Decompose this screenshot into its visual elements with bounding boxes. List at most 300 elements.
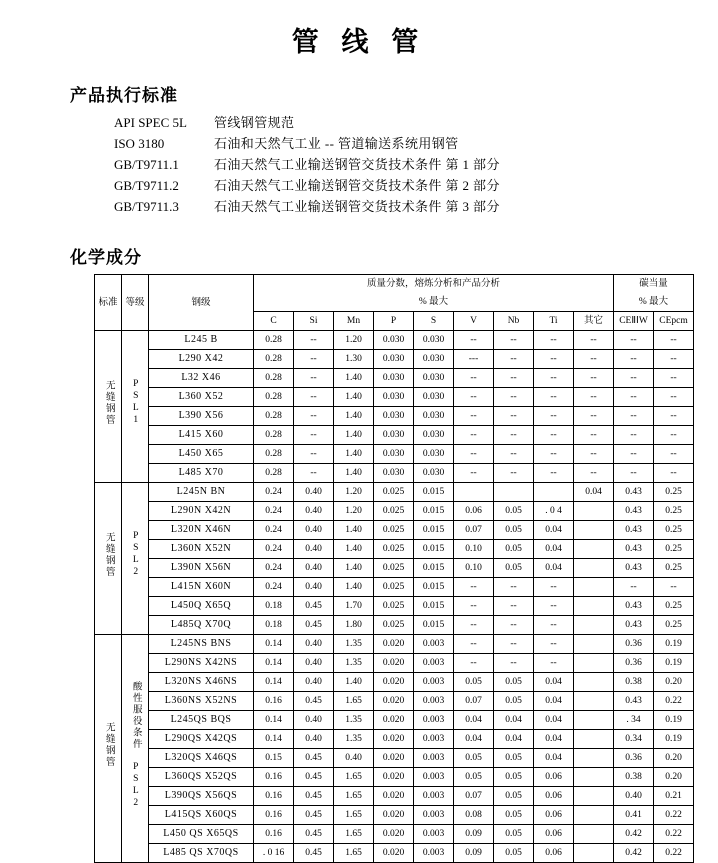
- cell-value: 0.42: [614, 825, 654, 844]
- cell-value: 0.43: [614, 540, 654, 559]
- cell-value: 0.10: [454, 540, 494, 559]
- cell-value: 0.38: [614, 768, 654, 787]
- cell-value: 0.20: [654, 768, 694, 787]
- cell-value: --: [574, 369, 614, 388]
- cell-value: 0.14: [254, 730, 294, 749]
- cell-value: 0.10: [454, 559, 494, 578]
- cell-value: 0.05: [494, 806, 534, 825]
- cell-value: 0.04: [534, 540, 574, 559]
- cell-value: --: [654, 578, 694, 597]
- cell-value: 0.19: [654, 730, 694, 749]
- cell-value: --: [534, 635, 574, 654]
- cell-value: 0.45: [294, 825, 334, 844]
- cell-value: 0.09: [454, 844, 494, 863]
- cell-value: 0.28: [254, 426, 294, 445]
- cell-value: 0.003: [414, 806, 454, 825]
- cell-value: 0.020: [374, 730, 414, 749]
- table-row: [95, 464, 694, 483]
- cell-value: 0.030: [374, 369, 414, 388]
- cell-value: --: [454, 445, 494, 464]
- cell-value: 1.65: [334, 787, 374, 806]
- cell-value: 0.07: [454, 692, 494, 711]
- cell-value: 0.003: [414, 825, 454, 844]
- cell-value: 0.030: [374, 407, 414, 426]
- cell-value: 0.05: [494, 787, 534, 806]
- cell-value: 0.025: [374, 578, 414, 597]
- cell-value: 0.45: [294, 787, 334, 806]
- cell-steel-grade: L290 X42: [149, 350, 254, 369]
- cell-value: --: [654, 388, 694, 407]
- cell-value: 0.030: [374, 331, 414, 350]
- cell-value: [454, 483, 494, 502]
- cell-value: [574, 559, 614, 578]
- table-row: [95, 787, 694, 806]
- cell-value: --: [654, 331, 694, 350]
- table-row: [95, 445, 694, 464]
- cell-value: 0.07: [454, 521, 494, 540]
- cell-value: 0.16: [254, 692, 294, 711]
- cell-value: 0.14: [254, 654, 294, 673]
- standard-code: API SPEC 5L: [114, 115, 187, 130]
- cell-value: 0.16: [254, 825, 294, 844]
- cell-value: 0.25: [654, 521, 694, 540]
- cell-value: 0.025: [374, 483, 414, 502]
- cell-value: 0.04: [534, 692, 574, 711]
- cell-value: 0.24: [254, 540, 294, 559]
- cell-value: . 0 4: [534, 502, 574, 521]
- standard-label: 无缝钢管: [103, 532, 114, 578]
- cell-value: 0.003: [414, 635, 454, 654]
- header-element-Mn: Mn: [334, 312, 374, 331]
- table-row: [95, 673, 694, 692]
- cell-value: [574, 730, 614, 749]
- cell-value: --: [294, 331, 334, 350]
- cell-value: 0.45: [294, 692, 334, 711]
- page-title: 管 线 管: [291, 27, 427, 57]
- grade-class-label: PSL1: [130, 379, 141, 427]
- header-mass-fraction: [254, 275, 614, 312]
- cell-value: . 0 16: [254, 844, 294, 863]
- cell-grade-class: [122, 331, 149, 483]
- cell-value: --: [534, 464, 574, 483]
- cell-value: --: [494, 578, 534, 597]
- cell-value: 1.20: [334, 502, 374, 521]
- standards-list: [24, 112, 694, 217]
- table-row: [95, 654, 694, 673]
- cell-value: 0.42: [614, 844, 654, 863]
- cell-value: 0.030: [414, 350, 454, 369]
- standard-code: GB/T9711.3: [114, 199, 179, 214]
- table-row: [95, 635, 694, 654]
- cell-value: 1.40: [334, 369, 374, 388]
- cell-value: 0.40: [294, 673, 334, 692]
- cell-value: --: [294, 445, 334, 464]
- header-standard: 标准: [95, 275, 122, 331]
- cell-value: 0.45: [294, 597, 334, 616]
- cell-value: --: [494, 331, 534, 350]
- cell-value: [574, 521, 614, 540]
- cell-value: --: [574, 464, 614, 483]
- cell-value: 0.003: [414, 692, 454, 711]
- standard-description: 石油天然气工业输送钢管交货技术条件 第 1 部分: [214, 157, 500, 172]
- cell-value: 0.28: [254, 331, 294, 350]
- cell-value: --: [454, 654, 494, 673]
- table-row: [95, 369, 694, 388]
- cell-value: 0.04: [534, 749, 574, 768]
- cell-value: --: [534, 369, 574, 388]
- cell-value: --: [574, 331, 614, 350]
- cell-value: 1.35: [334, 730, 374, 749]
- cell-value: 0.05: [494, 540, 534, 559]
- cell-standard: [95, 635, 122, 863]
- cell-value: 0.28: [254, 388, 294, 407]
- cell-value: --: [494, 597, 534, 616]
- cell-value: --: [574, 407, 614, 426]
- cell-steel-grade: L245NS BNS: [149, 635, 254, 654]
- cell-value: --: [294, 407, 334, 426]
- cell-value: 0.04: [534, 711, 574, 730]
- cell-steel-grade: L450Q X65Q: [149, 597, 254, 616]
- cell-value: 0.18: [254, 616, 294, 635]
- header-carbon-equivalent-line1: 碳当量: [639, 279, 668, 289]
- standard-label: 无缝钢管: [103, 722, 114, 768]
- cell-value: 0.015: [414, 540, 454, 559]
- cell-value: 0.15: [254, 749, 294, 768]
- cell-value: [574, 787, 614, 806]
- cell-steel-grade: L290N X42N: [149, 502, 254, 521]
- cell-value: --: [534, 426, 574, 445]
- cell-value: --: [534, 616, 574, 635]
- cell-value: 1.80: [334, 616, 374, 635]
- cell-value: 0.025: [374, 597, 414, 616]
- cell-value: 0.24: [254, 502, 294, 521]
- cell-value: 1.40: [334, 388, 374, 407]
- standard-description: 石油和天然气工业 -- 管道输送系统用钢管: [214, 136, 459, 151]
- cell-value: 0.20: [654, 749, 694, 768]
- cell-value: 0.05: [454, 749, 494, 768]
- cell-steel-grade: L360QS X52QS: [149, 768, 254, 787]
- table-header-row-1: [95, 275, 694, 312]
- cell-value: 0.020: [374, 825, 414, 844]
- chemistry-section-heading: 化学成分: [70, 248, 142, 267]
- cell-value: 0.06: [534, 825, 574, 844]
- cell-value: --: [494, 635, 534, 654]
- cell-value: --: [534, 407, 574, 426]
- table-body: [95, 331, 694, 863]
- cell-value: 1.65: [334, 825, 374, 844]
- cell-value: 0.16: [254, 806, 294, 825]
- cell-value: 0.04: [494, 711, 534, 730]
- cell-value: 0.45: [294, 616, 334, 635]
- cell-steel-grade: L485Q X70Q: [149, 616, 254, 635]
- cell-value: . 34: [614, 711, 654, 730]
- cell-steel-grade: L450 QS X65QS: [149, 825, 254, 844]
- header-ce-0: CEⅡⅠW: [614, 312, 654, 331]
- cell-value: 0.06: [534, 806, 574, 825]
- cell-value: --: [294, 350, 334, 369]
- cell-value: 1.40: [334, 673, 374, 692]
- cell-value: 0.05: [494, 502, 534, 521]
- table-row: [95, 540, 694, 559]
- cell-value: 0.003: [414, 673, 454, 692]
- cell-value: 0.04: [534, 559, 574, 578]
- standard-description: 管线钢管规范: [214, 115, 295, 130]
- cell-value: 0.003: [414, 711, 454, 730]
- header-ce-1: CEpcm: [654, 312, 694, 331]
- header-element-C: C: [254, 312, 294, 331]
- table-row: [95, 616, 694, 635]
- header-grade-class: 等级: [122, 275, 149, 331]
- cell-value: 0.05: [494, 559, 534, 578]
- cell-value: 0.05: [494, 768, 534, 787]
- cell-value: [574, 711, 614, 730]
- header-mass-fraction-line1: 质量分数，熔炼分析和产品分析: [366, 279, 500, 289]
- header-element-V: V: [454, 312, 494, 331]
- cell-value: --: [454, 369, 494, 388]
- cell-value: 0.18: [254, 597, 294, 616]
- cell-value: 0.24: [254, 559, 294, 578]
- cell-value: --: [454, 407, 494, 426]
- standard-item: [114, 175, 694, 196]
- cell-value: [574, 749, 614, 768]
- document-page: [0, 12, 718, 858]
- cell-value: 0.030: [374, 350, 414, 369]
- cell-steel-grade: L360NS X52NS: [149, 692, 254, 711]
- cell-value: 0.030: [414, 426, 454, 445]
- cell-value: 1.35: [334, 654, 374, 673]
- cell-value: --: [494, 369, 534, 388]
- cell-grade-class: [122, 635, 149, 863]
- cell-steel-grade: L360 X52: [149, 388, 254, 407]
- cell-value: [574, 673, 614, 692]
- cell-value: --: [454, 388, 494, 407]
- cell-value: 0.43: [614, 521, 654, 540]
- cell-value: 0.14: [254, 635, 294, 654]
- cell-value: 0.19: [654, 711, 694, 730]
- cell-value: --: [494, 445, 534, 464]
- cell-value: --: [454, 597, 494, 616]
- cell-steel-grade: L360N X52N: [149, 540, 254, 559]
- cell-value: 0.003: [414, 654, 454, 673]
- cell-value: 0.16: [254, 787, 294, 806]
- cell-value: 0.34: [614, 730, 654, 749]
- cell-value: 0.40: [294, 730, 334, 749]
- cell-value: --: [614, 407, 654, 426]
- cell-value: --: [614, 578, 654, 597]
- cell-value: 1.40: [334, 521, 374, 540]
- table-row: [95, 692, 694, 711]
- chemistry-table-wrapper: [94, 274, 694, 863]
- cell-value: --: [574, 426, 614, 445]
- cell-value: 0.14: [254, 673, 294, 692]
- cell-steel-grade: L290QS X42QS: [149, 730, 254, 749]
- cell-value: 0.28: [254, 350, 294, 369]
- cell-value: --: [534, 654, 574, 673]
- cell-value: 0.43: [614, 692, 654, 711]
- cell-value: 0.030: [374, 445, 414, 464]
- cell-value: 1.40: [334, 426, 374, 445]
- table-head: [95, 275, 694, 331]
- cell-value: 0.25: [654, 559, 694, 578]
- cell-value: --: [654, 350, 694, 369]
- cell-value: 0.030: [374, 464, 414, 483]
- cell-value: 0.04: [534, 521, 574, 540]
- header-element-S: S: [414, 312, 454, 331]
- cell-value: 0.030: [414, 445, 454, 464]
- cell-value: 0.40: [294, 654, 334, 673]
- cell-value: 0.04: [454, 730, 494, 749]
- cell-value: 0.04: [574, 483, 614, 502]
- cell-value: 0.020: [374, 768, 414, 787]
- cell-value: 0.43: [614, 597, 654, 616]
- cell-value: [574, 806, 614, 825]
- cell-value: 0.020: [374, 806, 414, 825]
- cell-value: 0.003: [414, 768, 454, 787]
- cell-value: 0.09: [454, 825, 494, 844]
- header-mass-fraction-line2: % 最大: [418, 297, 449, 307]
- cell-value: 0.28: [254, 464, 294, 483]
- cell-value: 0.22: [654, 806, 694, 825]
- cell-value: --: [494, 464, 534, 483]
- cell-value: 0.06: [534, 844, 574, 863]
- cell-steel-grade: L245QS BQS: [149, 711, 254, 730]
- standard-label: 无缝钢管: [103, 380, 114, 426]
- cell-value: 0.04: [454, 711, 494, 730]
- standard-item: [114, 154, 694, 175]
- cell-value: 0.36: [614, 749, 654, 768]
- cell-steel-grade: L415 X60: [149, 426, 254, 445]
- cell-value: 0.05: [494, 749, 534, 768]
- cell-value: --: [614, 445, 654, 464]
- cell-value: 0.19: [654, 654, 694, 673]
- table-row: [95, 331, 694, 350]
- table-row: [95, 521, 694, 540]
- cell-value: 0.030: [374, 426, 414, 445]
- cell-value: 0.40: [334, 749, 374, 768]
- header-steel-grade: 钢级: [149, 275, 254, 331]
- cell-value: 0.04: [494, 730, 534, 749]
- cell-value: 1.20: [334, 331, 374, 350]
- cell-steel-grade: L320NS X46NS: [149, 673, 254, 692]
- cell-value: 0.45: [294, 768, 334, 787]
- cell-value: 0.05: [494, 673, 534, 692]
- standards-section-heading: 产品执行标准: [70, 86, 178, 105]
- cell-value: 0.015: [414, 578, 454, 597]
- cell-value: 1.65: [334, 768, 374, 787]
- cell-value: 0.41: [614, 806, 654, 825]
- cell-value: 1.65: [334, 806, 374, 825]
- cell-value: 0.030: [374, 388, 414, 407]
- cell-value: 0.05: [494, 692, 534, 711]
- cell-value: --: [574, 445, 614, 464]
- cell-value: 0.030: [414, 388, 454, 407]
- cell-value: 0.025: [374, 540, 414, 559]
- cell-value: 0.015: [414, 502, 454, 521]
- table-row: [95, 844, 694, 863]
- cell-steel-grade: L245 B: [149, 331, 254, 350]
- cell-steel-grade: L485 X70: [149, 464, 254, 483]
- cell-value: 0.24: [254, 521, 294, 540]
- table-row: [95, 483, 694, 502]
- cell-value: 0.25: [654, 483, 694, 502]
- cell-value: [574, 616, 614, 635]
- header-carbon-equivalent: [614, 275, 694, 312]
- cell-value: 0.28: [254, 407, 294, 426]
- cell-value: [494, 483, 534, 502]
- cell-value: [574, 578, 614, 597]
- cell-value: 0.05: [454, 768, 494, 787]
- cell-steel-grade: L32 X46: [149, 369, 254, 388]
- chemistry-table: [94, 274, 694, 863]
- cell-steel-grade: L320QS X46QS: [149, 749, 254, 768]
- cell-value: 0.25: [654, 616, 694, 635]
- cell-value: 0.40: [294, 483, 334, 502]
- header-carbon-equivalent-line2: % 最大: [638, 297, 669, 307]
- cell-value: --: [574, 350, 614, 369]
- table-row: [95, 825, 694, 844]
- cell-value: --: [454, 464, 494, 483]
- cell-value: 0.45: [294, 749, 334, 768]
- standard-code: ISO 3180: [114, 136, 165, 151]
- cell-value: 0.19: [654, 635, 694, 654]
- cell-value: --: [534, 578, 574, 597]
- cell-value: 0.05: [454, 673, 494, 692]
- cell-value: 0.22: [654, 692, 694, 711]
- cell-value: 0.21: [654, 787, 694, 806]
- standard-description: 石油天然气工业输送钢管交货技术条件 第 2 部分: [214, 178, 500, 193]
- cell-value: 0.16: [254, 768, 294, 787]
- table-row: [95, 426, 694, 445]
- cell-value: 0.40: [294, 578, 334, 597]
- cell-value: 1.40: [334, 559, 374, 578]
- standard-item: [114, 196, 694, 217]
- cell-grade-class: [122, 483, 149, 635]
- cell-value: 0.003: [414, 844, 454, 863]
- cell-steel-grade: L485 QS X70QS: [149, 844, 254, 863]
- cell-value: 0.40: [614, 787, 654, 806]
- cell-value: 0.43: [614, 483, 654, 502]
- cell-value: 0.020: [374, 692, 414, 711]
- cell-value: --: [614, 426, 654, 445]
- table-row: [95, 578, 694, 597]
- cell-value: 1.65: [334, 844, 374, 863]
- cell-value: 0.003: [414, 749, 454, 768]
- cell-value: [574, 825, 614, 844]
- cell-value: 0.030: [414, 464, 454, 483]
- cell-value: 0.025: [374, 616, 414, 635]
- cell-value: --: [454, 578, 494, 597]
- cell-value: 0.030: [414, 407, 454, 426]
- cell-value: 0.020: [374, 654, 414, 673]
- cell-value: 0.020: [374, 844, 414, 863]
- cell-value: 0.015: [414, 597, 454, 616]
- cell-value: [534, 483, 574, 502]
- cell-value: 0.25: [654, 597, 694, 616]
- cell-value: 0.015: [414, 521, 454, 540]
- header-element-Si: Si: [294, 312, 334, 331]
- cell-value: 0.43: [614, 616, 654, 635]
- cell-steel-grade: L390 X56: [149, 407, 254, 426]
- cell-value: --: [454, 331, 494, 350]
- cell-value: 0.06: [534, 768, 574, 787]
- cell-value: 0.020: [374, 787, 414, 806]
- cell-value: 0.025: [374, 502, 414, 521]
- cell-value: 1.65: [334, 692, 374, 711]
- cell-value: 0.015: [414, 616, 454, 635]
- standard-code: GB/T9711.2: [114, 178, 179, 193]
- cell-steel-grade: L415N X60N: [149, 578, 254, 597]
- cell-value: 0.08: [454, 806, 494, 825]
